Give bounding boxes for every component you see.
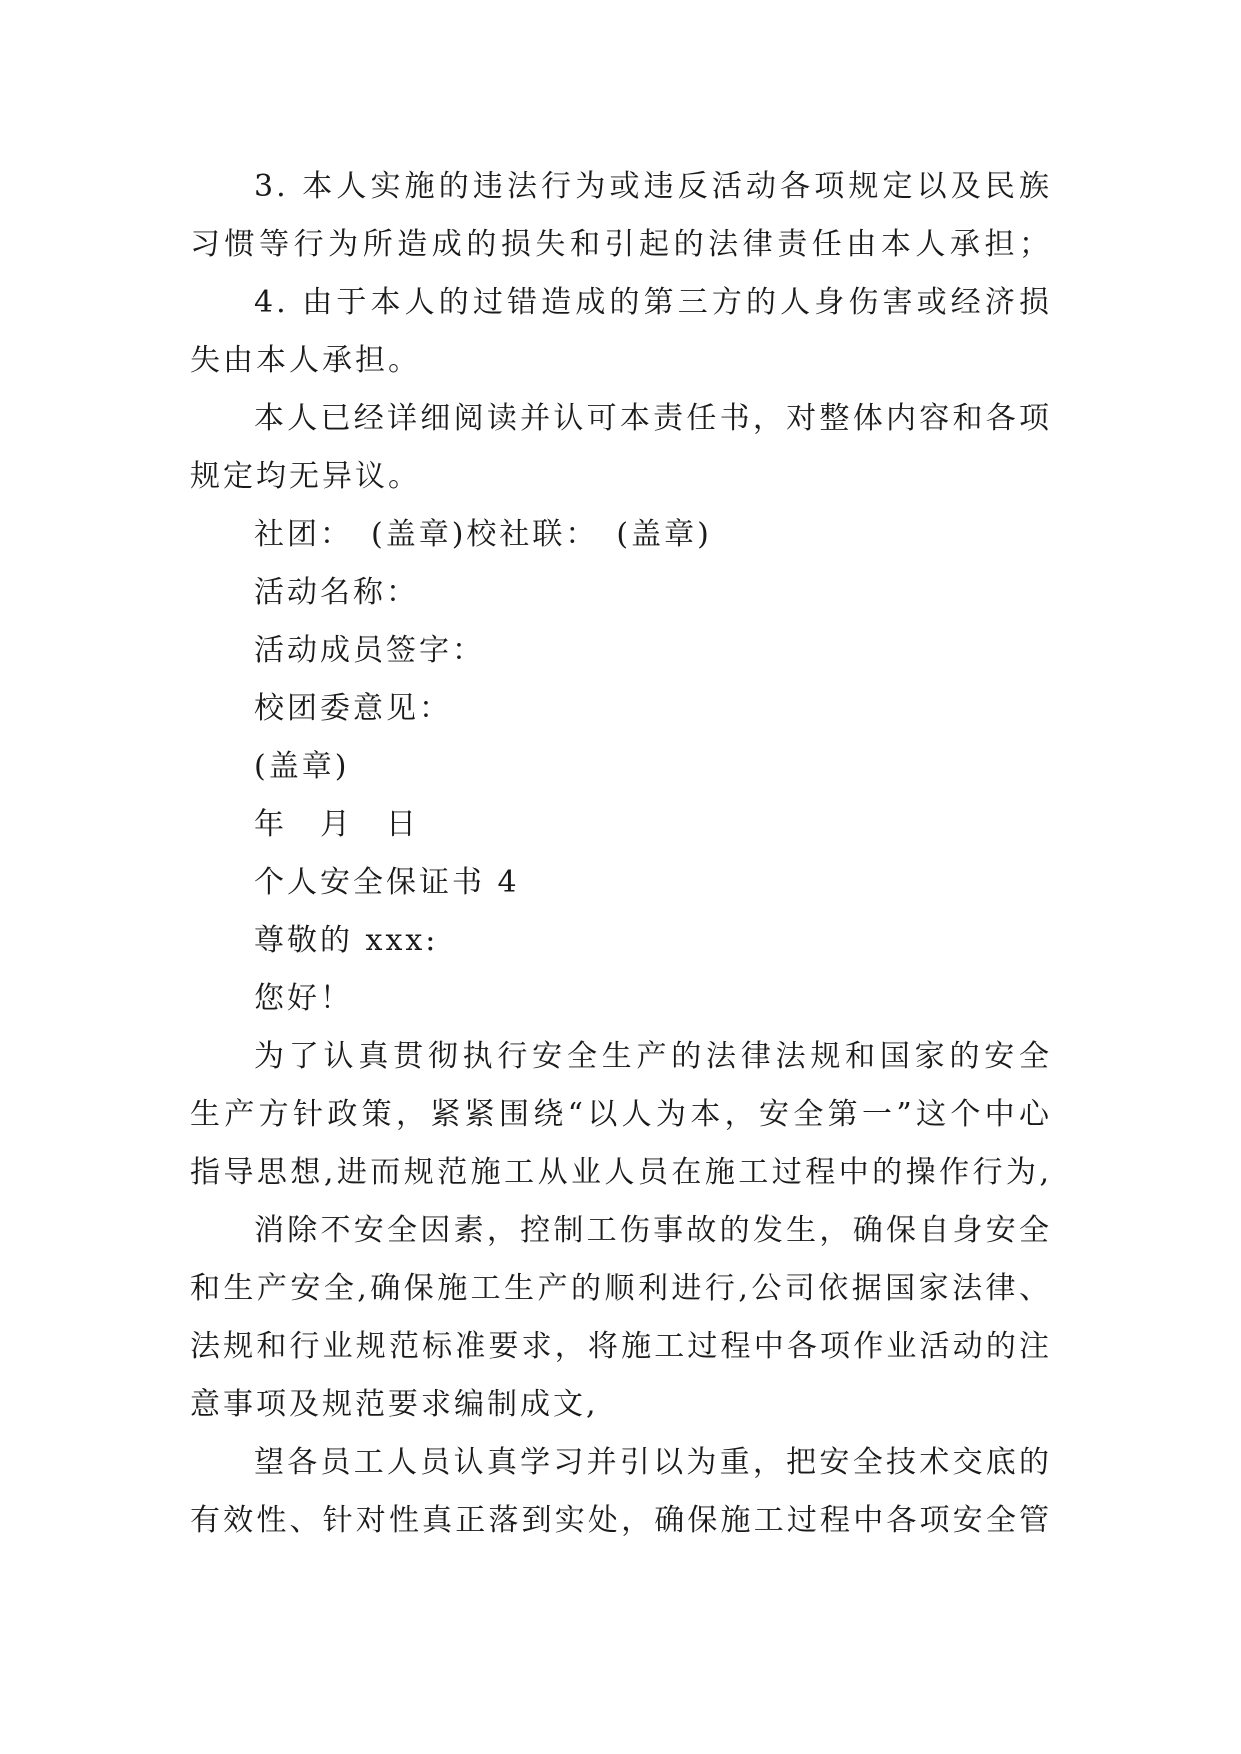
text-line: 习惯等行为所造成的损失和引起的法律责任由本人承担；	[190, 227, 1052, 262]
text-line: 和生产安全,确保施工生产的顺利进行,公司依据国家法律、	[190, 1271, 1052, 1306]
text-line: 意事项及规范要求编制成文,	[190, 1387, 599, 1422]
text-line: 规定均无异议。	[190, 459, 421, 494]
section-title: 个人安全保证书 4	[254, 865, 520, 900]
text-line: 4. 由于本人的过错造成的第三方的人身伤害或经济损	[254, 285, 1052, 320]
text-line: 活动成员签字：	[254, 633, 485, 668]
text-line: 年 月 日	[254, 807, 419, 842]
text-line: 法规和行业规范标准要求，将施工过程中各项作业活动的注	[190, 1329, 1052, 1364]
text-line: 消除不安全因素，控制工伤事故的发生，确保自身安全	[254, 1213, 1052, 1248]
document-page	[190, 158, 1052, 1550]
text-line: 望各员工人员认真学习并引以为重，把安全技术交底的	[254, 1445, 1052, 1480]
text-line: 有效性、针对性真正落到实处，确保施工过程中各项安全管	[190, 1503, 1052, 1538]
salutation: 尊敬的 xxx:	[254, 923, 439, 958]
text-line: 指导思想,进而规范施工从业人员在施工过程中的操作行为,	[190, 1155, 1052, 1190]
text-line: 本人已经详细阅读并认可本责任书，对整体内容和各项	[254, 401, 1052, 436]
greeting: 您好！	[254, 981, 353, 1016]
text-line: (盖章)	[254, 749, 350, 784]
text-line: 3. 本人实施的违法行为或违反活动各项规定以及民族	[254, 169, 1052, 204]
text-line: 生产方针政策，紧紧围绕“以人为本，安全第一”这个中心	[190, 1097, 1052, 1132]
text-line: 校团委意见：	[254, 691, 452, 726]
text-line: 社团： (盖章)校社联： (盖章)	[254, 517, 712, 552]
text-line: 为了认真贯彻执行安全生产的法律法规和国家的安全	[254, 1039, 1052, 1074]
text-line: 失由本人承担。	[190, 343, 421, 378]
text-line: 活动名称：	[254, 575, 419, 610]
